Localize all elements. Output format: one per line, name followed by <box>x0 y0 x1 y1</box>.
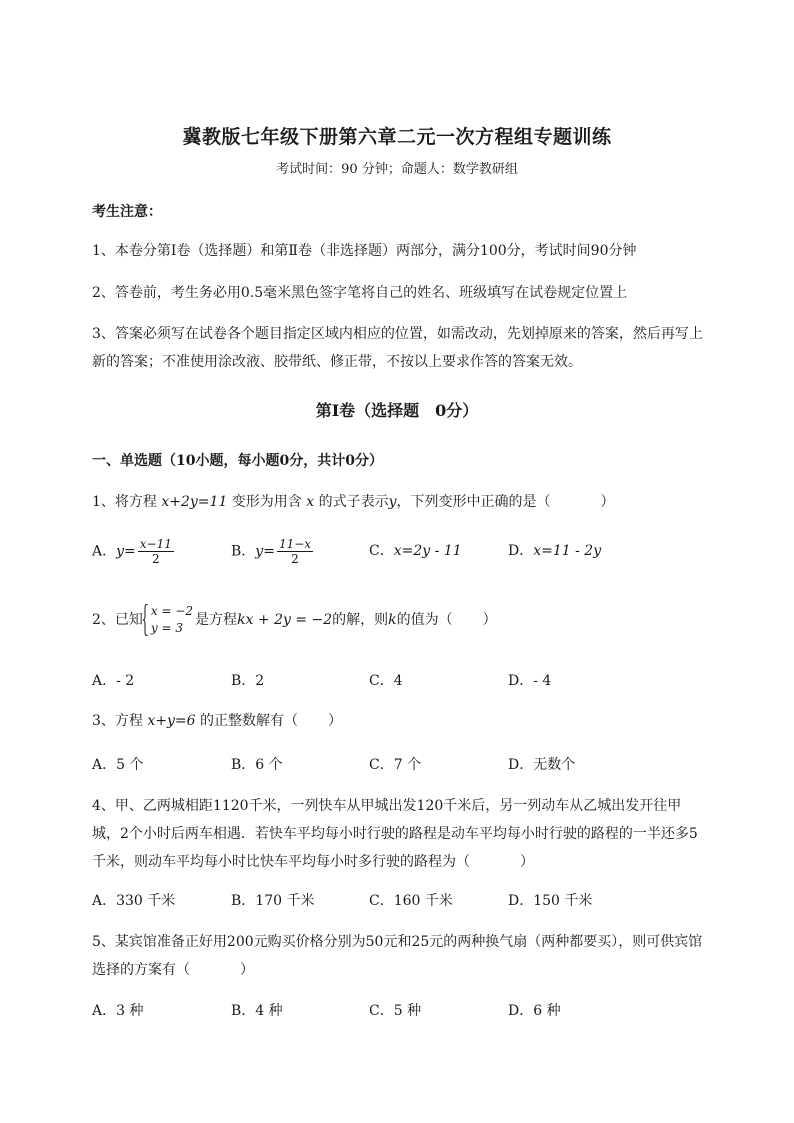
option-text: x=2y - 11 <box>393 543 462 559</box>
q1-option-b[interactable] <box>231 537 315 566</box>
exam-subtitle: 考试时间：90 分钟；命题人：数学教研组 <box>276 162 518 177</box>
q4-option-a[interactable]: A．330 千米 <box>92 893 176 909</box>
q2-options <box>92 667 712 695</box>
q3-option-c[interactable]: C．7 个 <box>369 757 422 773</box>
q4-option-c[interactable]: C．160 千米 <box>369 893 453 909</box>
q1-option-c[interactable] <box>369 537 462 565</box>
q2-text-mid2: 的解，则 <box>332 612 389 628</box>
question-1 <box>92 488 704 516</box>
q3-text: 3、方程 <box>92 713 148 729</box>
q1-var-x: x <box>306 494 315 510</box>
q3-text-suffix: 的正整数解有（ <box>195 713 298 729</box>
notice-item-3: 3、答案必须写在试卷各个题目指定区域内相应的位置，如需改动，先划掉原来的答案，然后再写上新的答案；不准使用涂改液、胶带纸、修正带，不按以上要求作答的答案无效。 <box>92 326 703 370</box>
option-text: x=11 - 2y <box>533 543 602 559</box>
q5-text: 5、某宾馆准备正好用200元购买价格分别为50元和25元的两种换气扇（两种都要买），则可供宾馆选择的方案有（ <box>92 934 703 978</box>
q1-equation: x+2y=11 <box>161 494 228 510</box>
q3-equation: x+y=6 <box>147 713 196 729</box>
option-label: D． <box>508 543 534 559</box>
q2-text-suffix: 的值为（ <box>396 612 453 628</box>
q5-options <box>92 997 712 1025</box>
option-lhs: y= <box>255 543 275 560</box>
option-label: C． <box>369 543 394 559</box>
q1-option-d[interactable] <box>508 537 601 565</box>
q2-option-c[interactable]: C．4 <box>369 673 403 689</box>
q5-option-b[interactable]: B．4 种 <box>231 1003 283 1019</box>
fraction-numerator: 11−x <box>278 537 312 551</box>
option-label: B． <box>231 543 256 560</box>
fraction-denominator: 2 <box>151 552 160 566</box>
q1-option-a[interactable] <box>92 537 176 566</box>
q3-option-b[interactable]: B．6 个 <box>231 757 283 773</box>
q4-text: 4、甲、乙两城相距1120千米，一列快车从甲城出发120千米后，另一列动车从乙城出发开往甲城，2个小时后两车相遇．若快车平均每小时行驶的路程是动车平均每小时行驶的路程的一半还多5千米，则动车平均每小时比快车平均每小时多行驶的路程为（ <box>92 798 698 870</box>
part-heading: 一、单选题（10小题，每小题0分，共计0分） <box>92 453 383 469</box>
question-2 <box>92 600 704 640</box>
question-4 <box>92 792 704 876</box>
q1-text-suffix: ，下列变形中正确的是（ <box>396 494 551 510</box>
q2-close-paren: ） <box>482 612 497 628</box>
q1-options <box>92 537 712 565</box>
q5-option-d[interactable]: D．6 种 <box>508 1003 561 1019</box>
q2-option-d[interactable]: D．- 4 <box>508 673 552 689</box>
notice-heading: 考生注意： <box>92 204 162 220</box>
q3-option-a[interactable]: A．5 个 <box>92 757 144 773</box>
q4-close-paren: ） <box>520 854 534 870</box>
q2-var-k: k <box>388 612 397 628</box>
fraction-denominator: 2 <box>291 552 299 566</box>
fraction <box>138 537 174 566</box>
q2-text-mid: 是方程 <box>195 612 238 628</box>
exam-title: 冀教版七年级下册第六章二元一次方程组专题训练 <box>182 126 612 148</box>
q1-close-paren: ） <box>600 494 615 510</box>
q3-close-paren: ） <box>328 713 342 729</box>
equation-system <box>143 603 193 637</box>
q1-text-mid2: 的式子表示 <box>314 494 389 510</box>
q4-options <box>92 887 712 915</box>
q3-options <box>92 751 712 779</box>
q4-option-b[interactable]: B．170 千米 <box>231 893 315 909</box>
system-row-2: y = 3 <box>150 621 184 635</box>
system-row-1: x = −2 <box>150 604 194 618</box>
q1-text-mid: 变形为用含 <box>227 494 307 510</box>
notice-item-2: 2、答卷前，考生务必用0.5毫米黑色签字笔将自己的姓名、班级填写在试卷规定位置上 <box>92 285 628 301</box>
fraction-numerator: x−11 <box>139 537 172 551</box>
q2-option-b[interactable]: B．2 <box>231 673 265 689</box>
brace-icon <box>143 604 149 636</box>
q3-option-d[interactable]: D．无数个 <box>508 757 576 773</box>
q5-option-c[interactable]: C．5 种 <box>369 1003 422 1019</box>
notice-item-1: 1、本卷分第Ⅰ卷（选择题）和第Ⅱ卷（非选择题）两部分，满分100分，考试时间90分钟 <box>92 243 637 259</box>
fraction <box>277 537 313 566</box>
section-title: 第Ⅰ卷（选择题 0分） <box>315 401 479 420</box>
q2-option-a[interactable]: A．- 2 <box>92 673 135 689</box>
question-3 <box>92 707 704 735</box>
q2-text: 2、已知 <box>92 612 143 628</box>
question-5 <box>92 928 704 984</box>
option-label: A． <box>92 543 117 560</box>
q2-equation: kx + 2y = −2 <box>237 612 333 628</box>
q1-text: 1、将方程 <box>92 494 162 510</box>
q1-var-y: y <box>388 494 397 510</box>
q4-option-d[interactable]: D．150 千米 <box>508 893 593 909</box>
option-lhs: y= <box>116 543 136 560</box>
q5-close-paren: ） <box>240 962 254 978</box>
q5-option-a[interactable]: A．3 种 <box>92 1003 144 1019</box>
